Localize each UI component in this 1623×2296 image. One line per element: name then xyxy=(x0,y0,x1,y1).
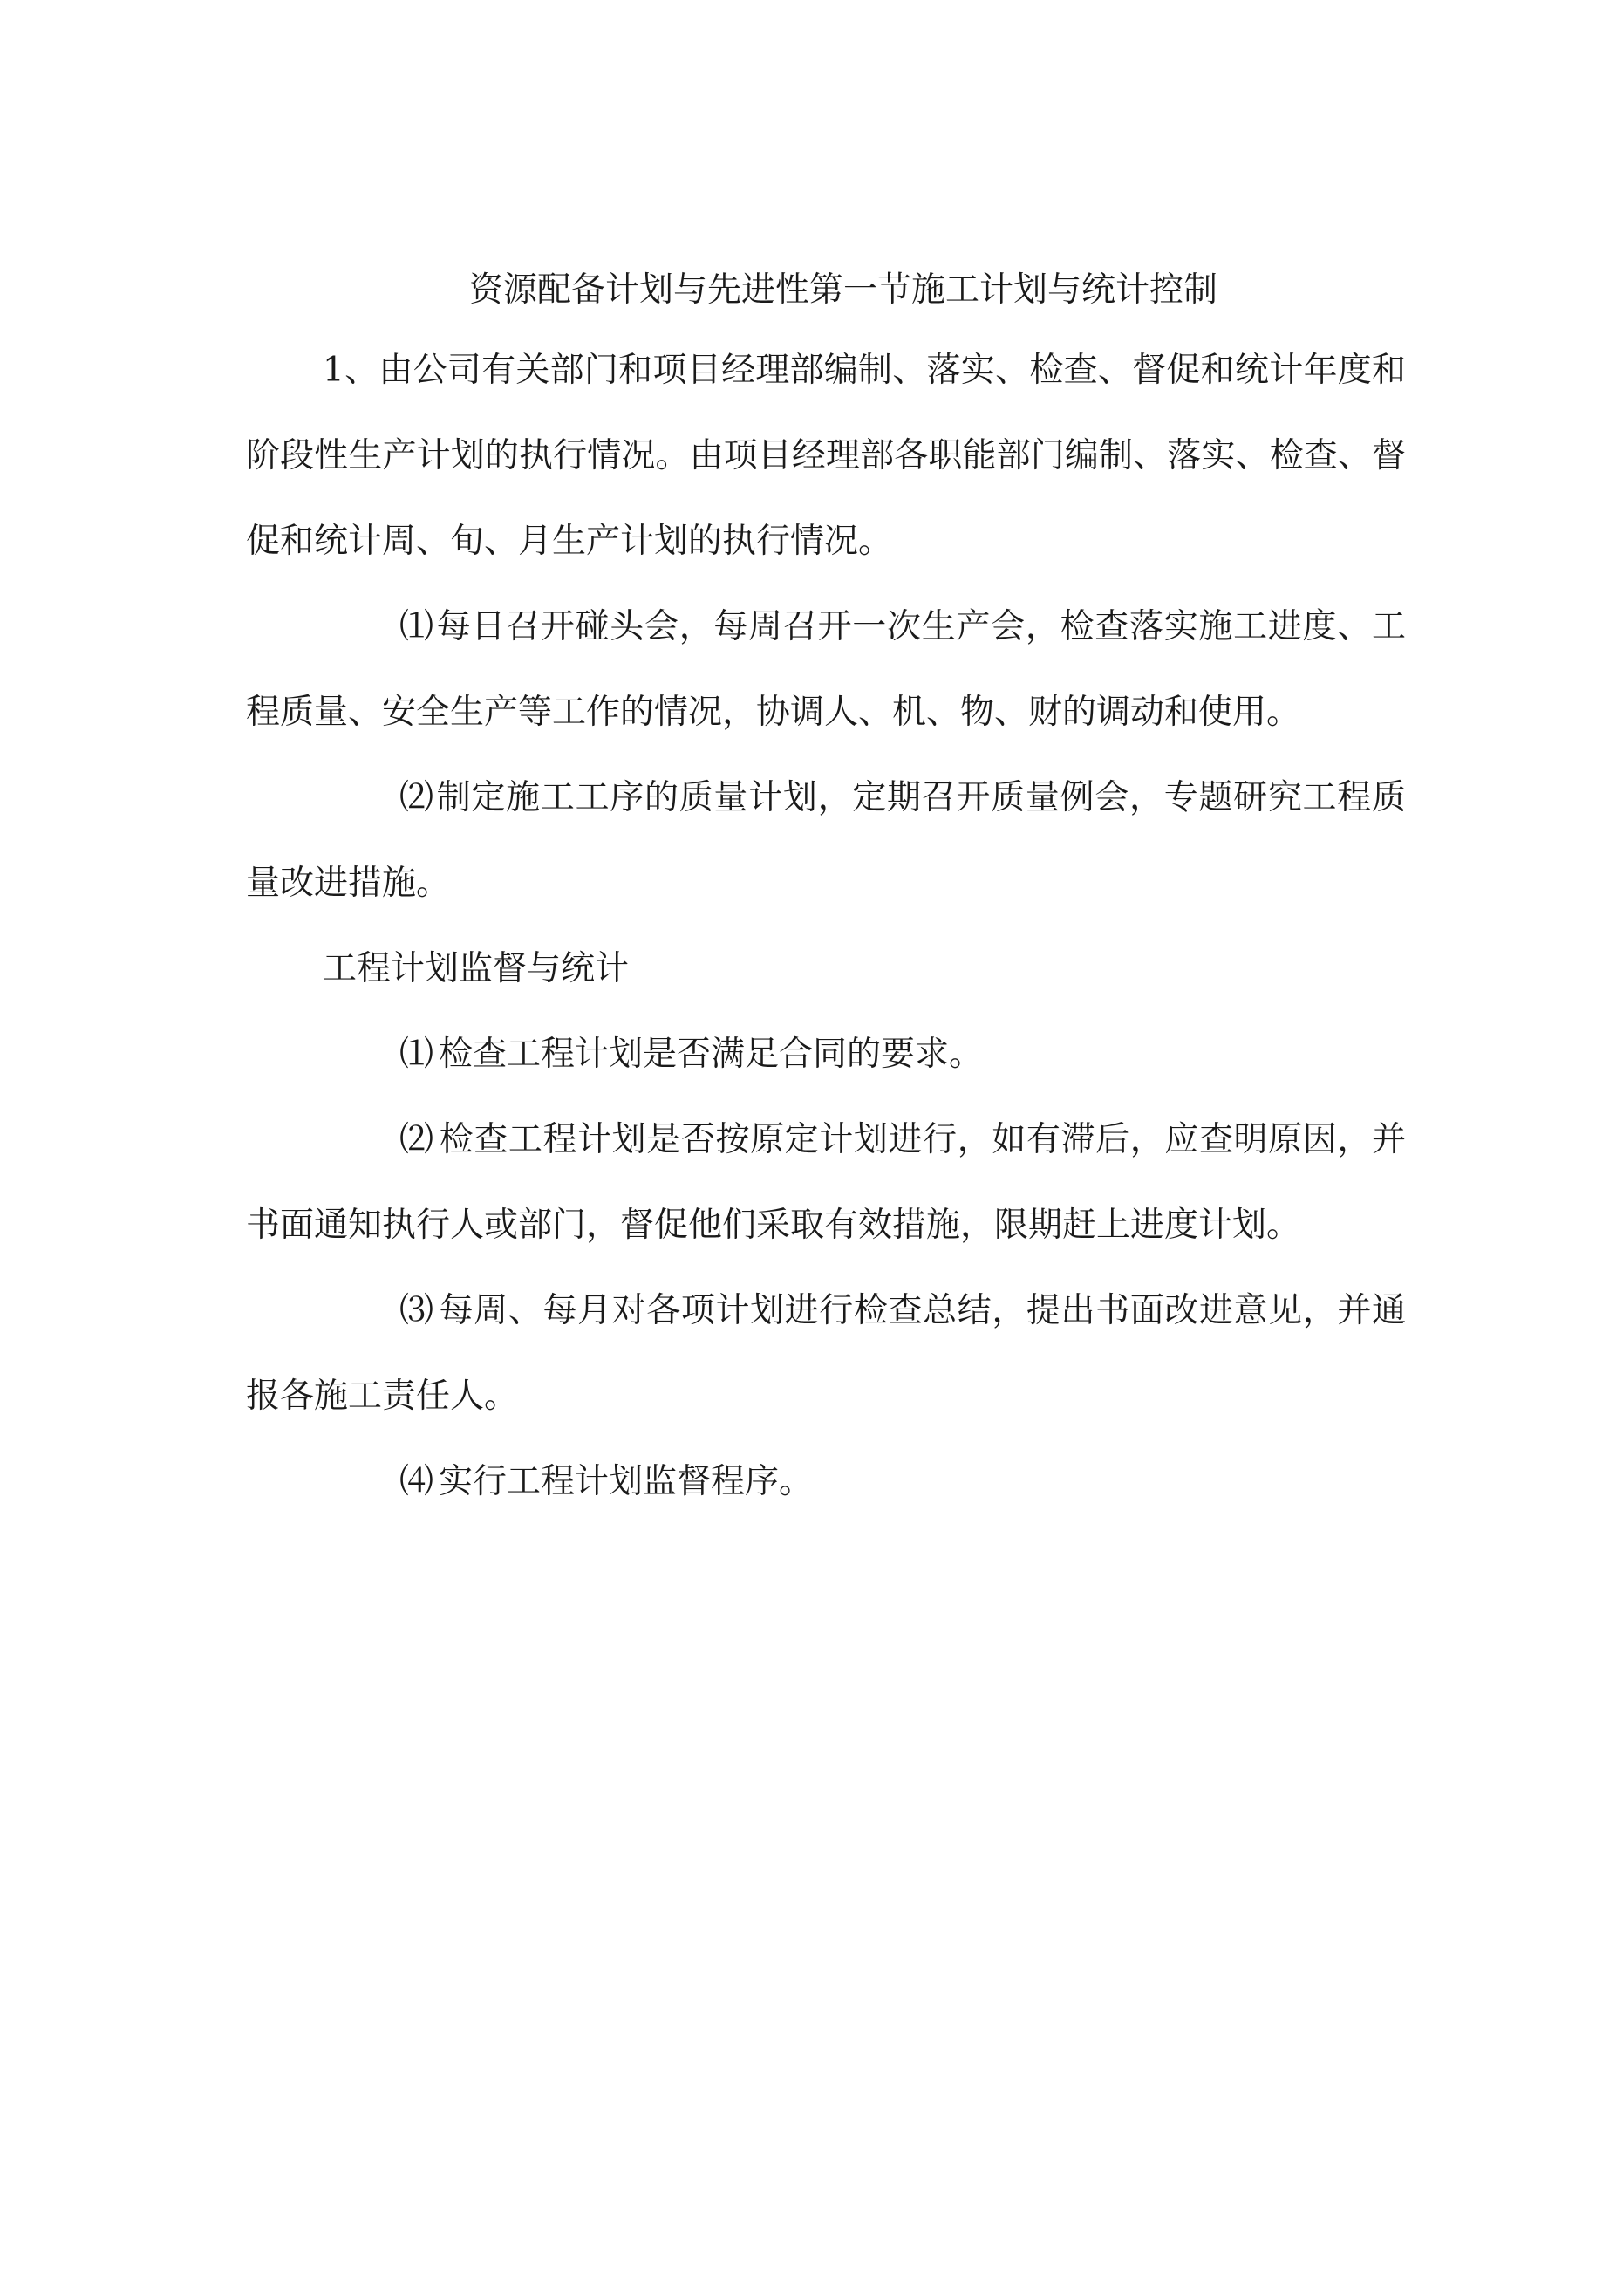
list-marker: ⑴ xyxy=(399,607,434,646)
list-item-text: 检查工程计划是否满足合同的要求。 xyxy=(439,1035,984,1074)
list-marker: ⑶ xyxy=(399,1291,434,1330)
list-item-text: 制定施工工序的质量计划，定期召开质量例会，专题研究工程质量改进措施。 xyxy=(246,778,1406,903)
list-marker: ⑵ xyxy=(399,778,434,817)
sub-item-2 xyxy=(246,1097,1406,1268)
document-title: 资源配备计划与先进性第一节施工计划与统计控制 xyxy=(468,270,1217,310)
list-item-2 xyxy=(246,755,1406,926)
list-item-text: 实行工程计划监督程序。 xyxy=(439,1462,814,1501)
list-item-text: 每周、每月对各项计划进行检查总结，提出书面改进意见，并通报各施工责任人。 xyxy=(246,1291,1406,1416)
sub-item-1 xyxy=(246,1012,1406,1097)
paragraph-1: 1、由公司有关部门和项目经理部编制、落实、检查、督促和统计年度和阶段性生产计划的执行情况。由项目经理部各职能部门编制、落实、检查、督促和统计周、旬、月生产计划的执行情况。 xyxy=(246,351,1406,561)
list-item-text: 检查工程计划是否按原定计划进行，如有滞后，应查明原因，并书面通知执行人或部门，督促他们采取有效措施，限期赶上进度计划。 xyxy=(246,1120,1406,1245)
section-heading: 工程计划监督与统计 xyxy=(323,949,630,988)
list-item-text: 每日召开碰头会，每周召开一次生产会，检查落实施工进度、工程质量、安全生产等工作的情况，协调人、机、物、财的调动和使用。 xyxy=(246,607,1406,732)
list-marker: ⑵ xyxy=(399,1120,434,1159)
document-body xyxy=(246,253,1406,1525)
sub-item-3 xyxy=(246,1268,1406,1439)
sub-item-4 xyxy=(246,1439,1406,1525)
list-item-1 xyxy=(246,584,1406,755)
list-marker: ⑴ xyxy=(399,1035,434,1074)
list-marker: ⑷ xyxy=(399,1462,434,1501)
